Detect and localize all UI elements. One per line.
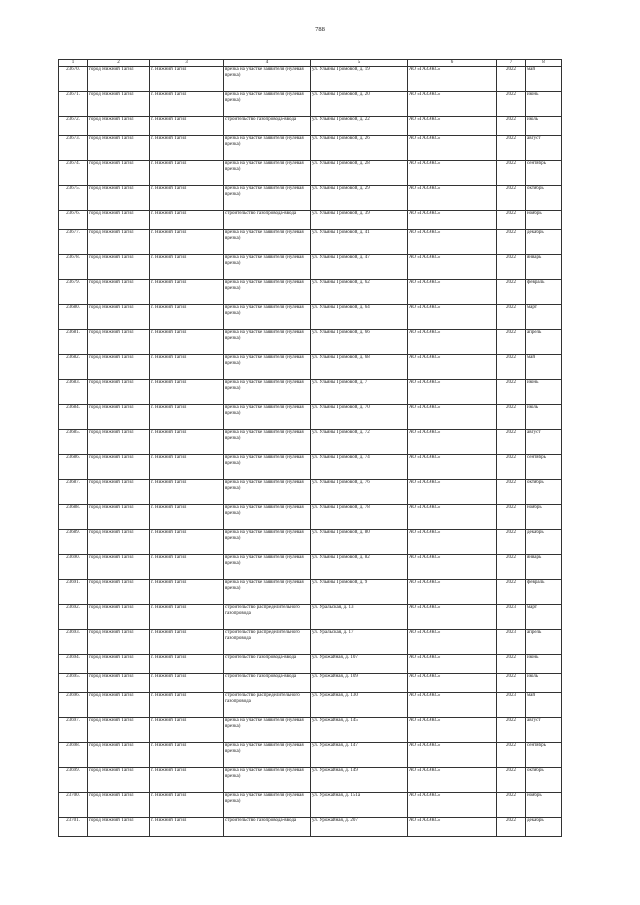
municipality-cell: город Нижний Тагил xyxy=(88,530,150,555)
settlement-cell: г. Нижний Тагил xyxy=(150,580,224,605)
month-cell: апрель xyxy=(526,330,562,355)
month-cell: октябрь xyxy=(526,768,562,793)
table-row xyxy=(59,743,562,768)
address-cell: ул. Ульяны Громовой, д. 78 xyxy=(311,505,408,530)
organization-cell: АО «ГАЗЭКС» xyxy=(408,693,497,718)
settlement-cell: г. Нижний Тагил xyxy=(150,280,224,305)
address-cell: ул. Ульяны Громовой, д. 39 xyxy=(311,211,408,230)
settlement-cell: г. Нижний Тагил xyxy=(150,605,224,630)
year-cell: 2022 xyxy=(497,117,526,136)
table-row xyxy=(59,480,562,505)
year-cell: 2022 xyxy=(497,793,526,818)
row-number-cell: 23673. xyxy=(59,136,88,161)
row-number-cell: 23670. xyxy=(59,67,88,92)
month-cell: февраль xyxy=(526,280,562,305)
settlement-cell: г. Нижний Тагил xyxy=(150,718,224,743)
month-cell: январь xyxy=(526,255,562,280)
settlement-cell: г. Нижний Тагил xyxy=(150,743,224,768)
settlement-cell: г. Нижний Тагил xyxy=(150,161,224,186)
month-cell: октябрь xyxy=(526,186,562,211)
month-cell: август xyxy=(526,430,562,455)
settlement-cell: г. Нижний Тагил xyxy=(150,211,224,230)
month-cell: март xyxy=(526,305,562,330)
municipality-cell: город Нижний Тагил xyxy=(88,718,150,743)
table-row xyxy=(59,555,562,580)
work-type-cell: врезка на участке заявителя (нулевая врезка) xyxy=(224,92,311,117)
month-cell: сентябрь xyxy=(526,455,562,480)
municipality-cell: город Нижний Тагил xyxy=(88,186,150,211)
month-cell: апрель xyxy=(526,630,562,655)
work-type-cell: строительство газопровода-ввода xyxy=(224,655,311,674)
work-type-cell: врезка на участке заявителя (нулевая врезка) xyxy=(224,505,311,530)
table-row xyxy=(59,211,562,230)
municipality-cell: город Нижний Тагил xyxy=(88,305,150,330)
month-cell: декабрь xyxy=(526,530,562,555)
address-cell: ул. Ульяны Громовой, д. 68 xyxy=(311,355,408,380)
organization-cell: АО «ГАЗЭКС» xyxy=(408,355,497,380)
row-number-cell: 23683. xyxy=(59,380,88,405)
work-type-cell: врезка на участке заявителя (нулевая врезка) xyxy=(224,555,311,580)
month-cell: июнь xyxy=(526,92,562,117)
settlement-cell: г. Нижний Тагил xyxy=(150,67,224,92)
row-number-cell: 23701. xyxy=(59,818,88,837)
month-cell: август xyxy=(526,136,562,161)
row-number-cell: 23677. xyxy=(59,230,88,255)
row-number-cell: 23694. xyxy=(59,655,88,674)
work-type-cell: врезка на участке заявителя (нулевая врезка) xyxy=(224,255,311,280)
municipality-cell: город Нижний Тагил xyxy=(88,330,150,355)
settlement-cell: г. Нижний Тагил xyxy=(150,136,224,161)
address-cell: ул. Ульяны Громовой, д. 74 xyxy=(311,455,408,480)
table-row xyxy=(59,793,562,818)
organization-cell: АО «ГАЗЭКС» xyxy=(408,743,497,768)
organization-cell: АО «ГАЗЭКС» xyxy=(408,186,497,211)
municipality-cell: город Нижний Тагил xyxy=(88,161,150,186)
municipality-cell: город Нижний Тагил xyxy=(88,67,150,92)
settlement-cell: г. Нижний Тагил xyxy=(150,455,224,480)
municipality-cell: город Нижний Тагил xyxy=(88,455,150,480)
month-cell: ноябрь xyxy=(526,211,562,230)
address-cell: ул. Урожайная, д. 149 xyxy=(311,768,408,793)
work-type-cell: врезка на участке заявителя (нулевая врезка) xyxy=(224,743,311,768)
row-number-cell: 23696. xyxy=(59,693,88,718)
row-number-cell: 23675. xyxy=(59,186,88,211)
row-number-cell: 23679. xyxy=(59,280,88,305)
table-row xyxy=(59,355,562,380)
municipality-cell: город Нижний Тагил xyxy=(88,655,150,674)
month-cell: май xyxy=(526,693,562,718)
row-number-cell: 23682. xyxy=(59,355,88,380)
table-row xyxy=(59,186,562,211)
settlement-cell: г. Нижний Тагил xyxy=(150,255,224,280)
row-number-cell: 23688. xyxy=(59,505,88,530)
address-cell: ул. Ульяны Громовой, д. 62 xyxy=(311,280,408,305)
work-type-cell: врезка на участке заявителя (нулевая врезка) xyxy=(224,280,311,305)
row-number-cell: 23681. xyxy=(59,330,88,355)
row-number-cell: 23691. xyxy=(59,580,88,605)
work-type-cell: врезка на участке заявителя (нулевая врезка) xyxy=(224,718,311,743)
row-number-cell: 23690. xyxy=(59,555,88,580)
settlement-cell: г. Нижний Тагил xyxy=(150,793,224,818)
year-cell: 2022 xyxy=(497,330,526,355)
year-cell: 2022 xyxy=(497,230,526,255)
municipality-cell: город Нижний Тагил xyxy=(88,280,150,305)
table-row xyxy=(59,674,562,693)
year-cell: 2022 xyxy=(497,530,526,555)
organization-cell: АО «ГАЗЭКС» xyxy=(408,630,497,655)
table-row xyxy=(59,305,562,330)
work-type-cell: строительство распределительного газопровода xyxy=(224,630,311,655)
table-row xyxy=(59,455,562,480)
address-cell: ул. Ульяны Громовой, д. 26 xyxy=(311,136,408,161)
row-number-cell: 23693. xyxy=(59,630,88,655)
work-type-cell: врезка на участке заявителя (нулевая врезка) xyxy=(224,480,311,505)
year-cell: 2022 xyxy=(497,280,526,305)
address-cell: ул. Ульяны Громовой, д. 80 xyxy=(311,530,408,555)
work-type-cell: строительство распределительного газопровода xyxy=(224,693,311,718)
municipality-cell: город Нижний Тагил xyxy=(88,630,150,655)
address-cell: ул. Ульяны Громовой, д. 19 xyxy=(311,67,408,92)
year-cell: 2022 xyxy=(497,674,526,693)
year-cell: 2022 xyxy=(497,505,526,530)
municipality-cell: город Нижний Тагил xyxy=(88,405,150,430)
year-cell: 2023 xyxy=(497,630,526,655)
organization-cell: АО «ГАЗЭКС» xyxy=(408,380,497,405)
municipality-cell: город Нижний Тагил xyxy=(88,136,150,161)
work-type-cell: строительство газопровода-ввода xyxy=(224,818,311,837)
year-cell: 2022 xyxy=(497,136,526,161)
year-cell: 2022 xyxy=(497,455,526,480)
organization-cell: АО «ГАЗЭКС» xyxy=(408,330,497,355)
year-cell: 2022 xyxy=(497,430,526,455)
year-cell: 2022 xyxy=(497,768,526,793)
address-cell: ул. Ульяны Громовой, д. 20 xyxy=(311,92,408,117)
column-header: 8 xyxy=(526,60,562,67)
settlement-cell: г. Нижний Тагил xyxy=(150,530,224,555)
month-cell: февраль xyxy=(526,580,562,605)
organization-cell: АО «ГАЗЭКС» xyxy=(408,718,497,743)
table-row xyxy=(59,768,562,793)
year-cell: 2022 xyxy=(497,580,526,605)
settlement-cell: г. Нижний Тагил xyxy=(150,505,224,530)
month-cell: июль xyxy=(526,674,562,693)
work-type-cell: врезка на участке заявителя (нулевая врезка) xyxy=(224,136,311,161)
year-cell: 2022 xyxy=(497,718,526,743)
work-type-cell: врезка на участке заявителя (нулевая врезка) xyxy=(224,67,311,92)
row-number-cell: 23671. xyxy=(59,92,88,117)
organization-cell: АО «ГАЗЭКС» xyxy=(408,674,497,693)
row-number-cell: 23698. xyxy=(59,743,88,768)
address-cell: ул. Ульяны Громовой, д. 7 xyxy=(311,380,408,405)
organization-cell: АО «ГАЗЭКС» xyxy=(408,768,497,793)
row-number-cell: 23685. xyxy=(59,430,88,455)
work-type-cell: врезка на участке заявителя (нулевая врезка) xyxy=(224,455,311,480)
municipality-cell: город Нижний Тагил xyxy=(88,555,150,580)
organization-cell: АО «ГАЗЭКС» xyxy=(408,818,497,837)
municipality-cell: город Нижний Тагил xyxy=(88,355,150,380)
table-row xyxy=(59,580,562,605)
organization-cell: АО «ГАЗЭКС» xyxy=(408,430,497,455)
work-type-cell: врезка на участке заявителя (нулевая врезка) xyxy=(224,186,311,211)
row-number-cell: 23687. xyxy=(59,480,88,505)
settlement-cell: г. Нижний Тагил xyxy=(150,693,224,718)
settlement-cell: г. Нижний Тагил xyxy=(150,818,224,837)
year-cell: 2022 xyxy=(497,555,526,580)
work-type-cell: врезка на участке заявителя (нулевая врезка) xyxy=(224,793,311,818)
work-type-cell: строительство газопровода-ввода xyxy=(224,117,311,136)
row-number-cell: 23678. xyxy=(59,255,88,280)
year-cell: 2022 xyxy=(497,380,526,405)
column-header: 5 xyxy=(311,60,408,67)
organization-cell: АО «ГАЗЭКС» xyxy=(408,605,497,630)
column-header: 7 xyxy=(497,60,526,67)
work-type-cell: врезка на участке заявителя (нулевая врезка) xyxy=(224,380,311,405)
year-cell: 2022 xyxy=(497,92,526,117)
municipality-cell: город Нижний Тагил xyxy=(88,480,150,505)
month-cell: декабрь xyxy=(526,230,562,255)
organization-cell: АО «ГАЗЭКС» xyxy=(408,655,497,674)
settlement-cell: г. Нижний Тагил xyxy=(150,480,224,505)
municipality-cell: город Нижний Тагил xyxy=(88,92,150,117)
address-cell: ул. Урожайная, д. 151а xyxy=(311,793,408,818)
municipality-cell: город Нижний Тагил xyxy=(88,743,150,768)
address-cell: ул. Ульяны Громовой, д. 72 xyxy=(311,430,408,455)
settlement-cell: г. Нижний Тагил xyxy=(150,630,224,655)
settlement-cell: г. Нижний Тагил xyxy=(150,430,224,455)
row-number-cell: 23674. xyxy=(59,161,88,186)
table-row xyxy=(59,818,562,837)
row-number-cell: 23689. xyxy=(59,530,88,555)
row-number-cell: 23680. xyxy=(59,305,88,330)
table-row xyxy=(59,718,562,743)
settlement-cell: г. Нижний Тагил xyxy=(150,330,224,355)
row-number-cell: 23697. xyxy=(59,718,88,743)
year-cell: 2022 xyxy=(497,67,526,92)
month-cell: сентябрь xyxy=(526,743,562,768)
header-row xyxy=(59,60,562,67)
settlement-cell: г. Нижний Тагил xyxy=(150,230,224,255)
municipality-cell: город Нижний Тагил xyxy=(88,793,150,818)
table-row xyxy=(59,405,562,430)
table-row xyxy=(59,117,562,136)
table-row xyxy=(59,530,562,555)
settlement-cell: г. Нижний Тагил xyxy=(150,555,224,580)
month-cell: ноябрь xyxy=(526,505,562,530)
table-row xyxy=(59,605,562,630)
column-header: 3 xyxy=(150,60,224,67)
year-cell: 2022 xyxy=(497,211,526,230)
table-row xyxy=(59,693,562,718)
month-cell: июль xyxy=(526,117,562,136)
address-cell: ул. Ульяны Громовой, д. 76 xyxy=(311,480,408,505)
row-number-cell: 23695. xyxy=(59,674,88,693)
table-row xyxy=(59,67,562,92)
table-row xyxy=(59,92,562,117)
table-row xyxy=(59,255,562,280)
work-type-cell: врезка на участке заявителя (нулевая врезка) xyxy=(224,768,311,793)
year-cell: 2022 xyxy=(497,161,526,186)
work-type-cell: врезка на участке заявителя (нулевая врезка) xyxy=(224,580,311,605)
work-type-cell: врезка на участке заявителя (нулевая врезка) xyxy=(224,305,311,330)
month-cell: июль xyxy=(526,405,562,430)
year-cell: 2022 xyxy=(497,655,526,674)
organization-cell: АО «ГАЗЭКС» xyxy=(408,280,497,305)
work-type-cell: врезка на участке заявителя (нулевая врезка) xyxy=(224,430,311,455)
month-cell: сентябрь xyxy=(526,161,562,186)
address-cell: ул. Урожайная, д. 107 xyxy=(311,655,408,674)
municipality-cell: город Нижний Тагил xyxy=(88,211,150,230)
work-type-cell: врезка на участке заявителя (нулевая врезка) xyxy=(224,355,311,380)
address-cell: ул. Урожайная, д. 207 xyxy=(311,818,408,837)
municipality-cell: город Нижний Тагил xyxy=(88,580,150,605)
row-number-cell: 23676. xyxy=(59,211,88,230)
organization-cell: АО «ГАЗЭКС» xyxy=(408,455,497,480)
settlement-cell: г. Нижний Тагил xyxy=(150,355,224,380)
year-cell: 2022 xyxy=(497,355,526,380)
table-row xyxy=(59,230,562,255)
row-number-cell: 23672. xyxy=(59,117,88,136)
column-header: 2 xyxy=(88,60,150,67)
month-cell: август xyxy=(526,718,562,743)
address-cell: ул. Ульяны Громовой, д. 29 xyxy=(311,186,408,211)
address-cell: ул. Ульяны Громовой, д. 70 xyxy=(311,405,408,430)
municipality-cell: город Нижний Тагил xyxy=(88,380,150,405)
organization-cell: АО «ГАЗЭКС» xyxy=(408,580,497,605)
column-header: 6 xyxy=(408,60,497,67)
year-cell: 2022 xyxy=(497,480,526,505)
year-cell: 2022 xyxy=(497,186,526,211)
month-cell: май xyxy=(526,67,562,92)
organization-cell: АО «ГАЗЭКС» xyxy=(408,136,497,161)
organization-cell: АО «ГАЗЭКС» xyxy=(408,305,497,330)
row-number-cell: 23699. xyxy=(59,768,88,793)
organization-cell: АО «ГАЗЭКС» xyxy=(408,67,497,92)
page-number: 788 xyxy=(315,26,325,33)
municipality-cell: город Нижний Тагил xyxy=(88,230,150,255)
municipality-cell: город Нижний Тагил xyxy=(88,768,150,793)
address-cell: ул. Урожайная, д. 130 xyxy=(311,693,408,718)
table-row xyxy=(59,505,562,530)
work-type-cell: строительство газопровода-ввода xyxy=(224,211,311,230)
year-cell: 2023 xyxy=(497,605,526,630)
organization-cell: АО «ГАЗЭКС» xyxy=(408,793,497,818)
work-type-cell: врезка на участке заявителя (нулевая врезка) xyxy=(224,161,311,186)
work-type-cell: врезка на участке заявителя (нулевая врезка) xyxy=(224,530,311,555)
settlement-cell: г. Нижний Тагил xyxy=(150,768,224,793)
settlement-cell: г. Нижний Тагил xyxy=(150,405,224,430)
column-header: 4 xyxy=(224,60,311,67)
table-row xyxy=(59,161,562,186)
month-cell: ноябрь xyxy=(526,793,562,818)
address-cell: ул. Ульяны Громовой, д. 9 xyxy=(311,580,408,605)
month-cell: декабрь xyxy=(526,818,562,837)
address-cell: ул. Урожайная, д. 145 xyxy=(311,718,408,743)
settlement-cell: г. Нижний Тагил xyxy=(150,186,224,211)
year-cell: 2022 xyxy=(497,255,526,280)
month-cell: январь xyxy=(526,555,562,580)
organization-cell: АО «ГАЗЭКС» xyxy=(408,230,497,255)
row-number-cell: 23684. xyxy=(59,405,88,430)
organization-cell: АО «ГАЗЭКС» xyxy=(408,530,497,555)
table-row xyxy=(59,330,562,355)
organization-cell: АО «ГАЗЭКС» xyxy=(408,161,497,186)
municipality-cell: город Нижний Тагил xyxy=(88,605,150,630)
month-cell: июнь xyxy=(526,380,562,405)
address-cell: ул. Ульяны Громовой, д. 82 xyxy=(311,555,408,580)
address-cell: ул. Ульяны Громовой, д. 41 xyxy=(311,230,408,255)
year-cell: 2022 xyxy=(497,818,526,837)
settlement-cell: г. Нижний Тагил xyxy=(150,674,224,693)
table-row xyxy=(59,655,562,674)
municipality-cell: город Нижний Тагил xyxy=(88,117,150,136)
settlement-cell: г. Нижний Тагил xyxy=(150,117,224,136)
organization-cell: АО «ГАЗЭКС» xyxy=(408,505,497,530)
work-type-cell: строительство распределительного газопровода xyxy=(224,605,311,630)
work-type-cell: врезка на участке заявителя (нулевая врезка) xyxy=(224,405,311,430)
month-cell: март xyxy=(526,605,562,630)
row-number-cell: 23692. xyxy=(59,605,88,630)
table-row xyxy=(59,380,562,405)
organization-cell: АО «ГАЗЭКС» xyxy=(408,555,497,580)
organization-cell: АО «ГАЗЭКС» xyxy=(408,117,497,136)
work-type-cell: строительство газопровода-ввода xyxy=(224,674,311,693)
municipality-cell: город Нижний Тагил xyxy=(88,255,150,280)
settlement-cell: г. Нижний Тагил xyxy=(150,380,224,405)
address-cell: ул. Уральская, д. 17 xyxy=(311,630,408,655)
table-row xyxy=(59,630,562,655)
municipality-cell: город Нижний Тагил xyxy=(88,693,150,718)
column-header: 1 xyxy=(59,60,88,67)
settlement-cell: г. Нижний Тагил xyxy=(150,655,224,674)
address-cell: ул. Ульяны Громовой, д. 28 xyxy=(311,161,408,186)
table-row xyxy=(59,430,562,455)
address-cell: ул. Ульяны Громовой, д. 66 xyxy=(311,330,408,355)
table-row xyxy=(59,280,562,305)
organization-cell: АО «ГАЗЭКС» xyxy=(408,211,497,230)
month-cell: октябрь xyxy=(526,480,562,505)
address-cell: ул. Урожайная, д. 147 xyxy=(311,743,408,768)
month-cell: май xyxy=(526,355,562,380)
address-cell: ул. Ульяны Громовой, д. 64 xyxy=(311,305,408,330)
address-cell: ул. Уральская, д. 13 xyxy=(311,605,408,630)
organization-cell: АО «ГАЗЭКС» xyxy=(408,405,497,430)
work-type-cell: врезка на участке заявителя (нулевая врезка) xyxy=(224,330,311,355)
organization-cell: АО «ГАЗЭКС» xyxy=(408,255,497,280)
municipality-cell: город Нижний Тагил xyxy=(88,505,150,530)
row-number-cell: 23686. xyxy=(59,455,88,480)
year-cell: 2023 xyxy=(497,693,526,718)
year-cell: 2022 xyxy=(497,405,526,430)
row-number-cell: 23700. xyxy=(59,793,88,818)
municipality-cell: город Нижний Тагил xyxy=(88,430,150,455)
organization-cell: АО «ГАЗЭКС» xyxy=(408,480,497,505)
address-cell: ул. Урожайная, д. 109 xyxy=(311,674,408,693)
organization-cell: АО «ГАЗЭКС» xyxy=(408,92,497,117)
address-cell: ул. Ульяны Громовой, д. 47 xyxy=(311,255,408,280)
address-cell: ул. Ульяны Громовой, д. 22 xyxy=(311,117,408,136)
month-cell: июнь xyxy=(526,655,562,674)
year-cell: 2022 xyxy=(497,743,526,768)
work-type-cell: врезка на участке заявителя (нулевая врезка) xyxy=(224,230,311,255)
data-table xyxy=(58,59,562,837)
table-row xyxy=(59,136,562,161)
settlement-cell: г. Нижний Тагил xyxy=(150,92,224,117)
settlement-cell: г. Нижний Тагил xyxy=(150,305,224,330)
municipality-cell: город Нижний Тагил xyxy=(88,674,150,693)
year-cell: 2022 xyxy=(497,305,526,330)
municipality-cell: город Нижний Тагил xyxy=(88,818,150,837)
